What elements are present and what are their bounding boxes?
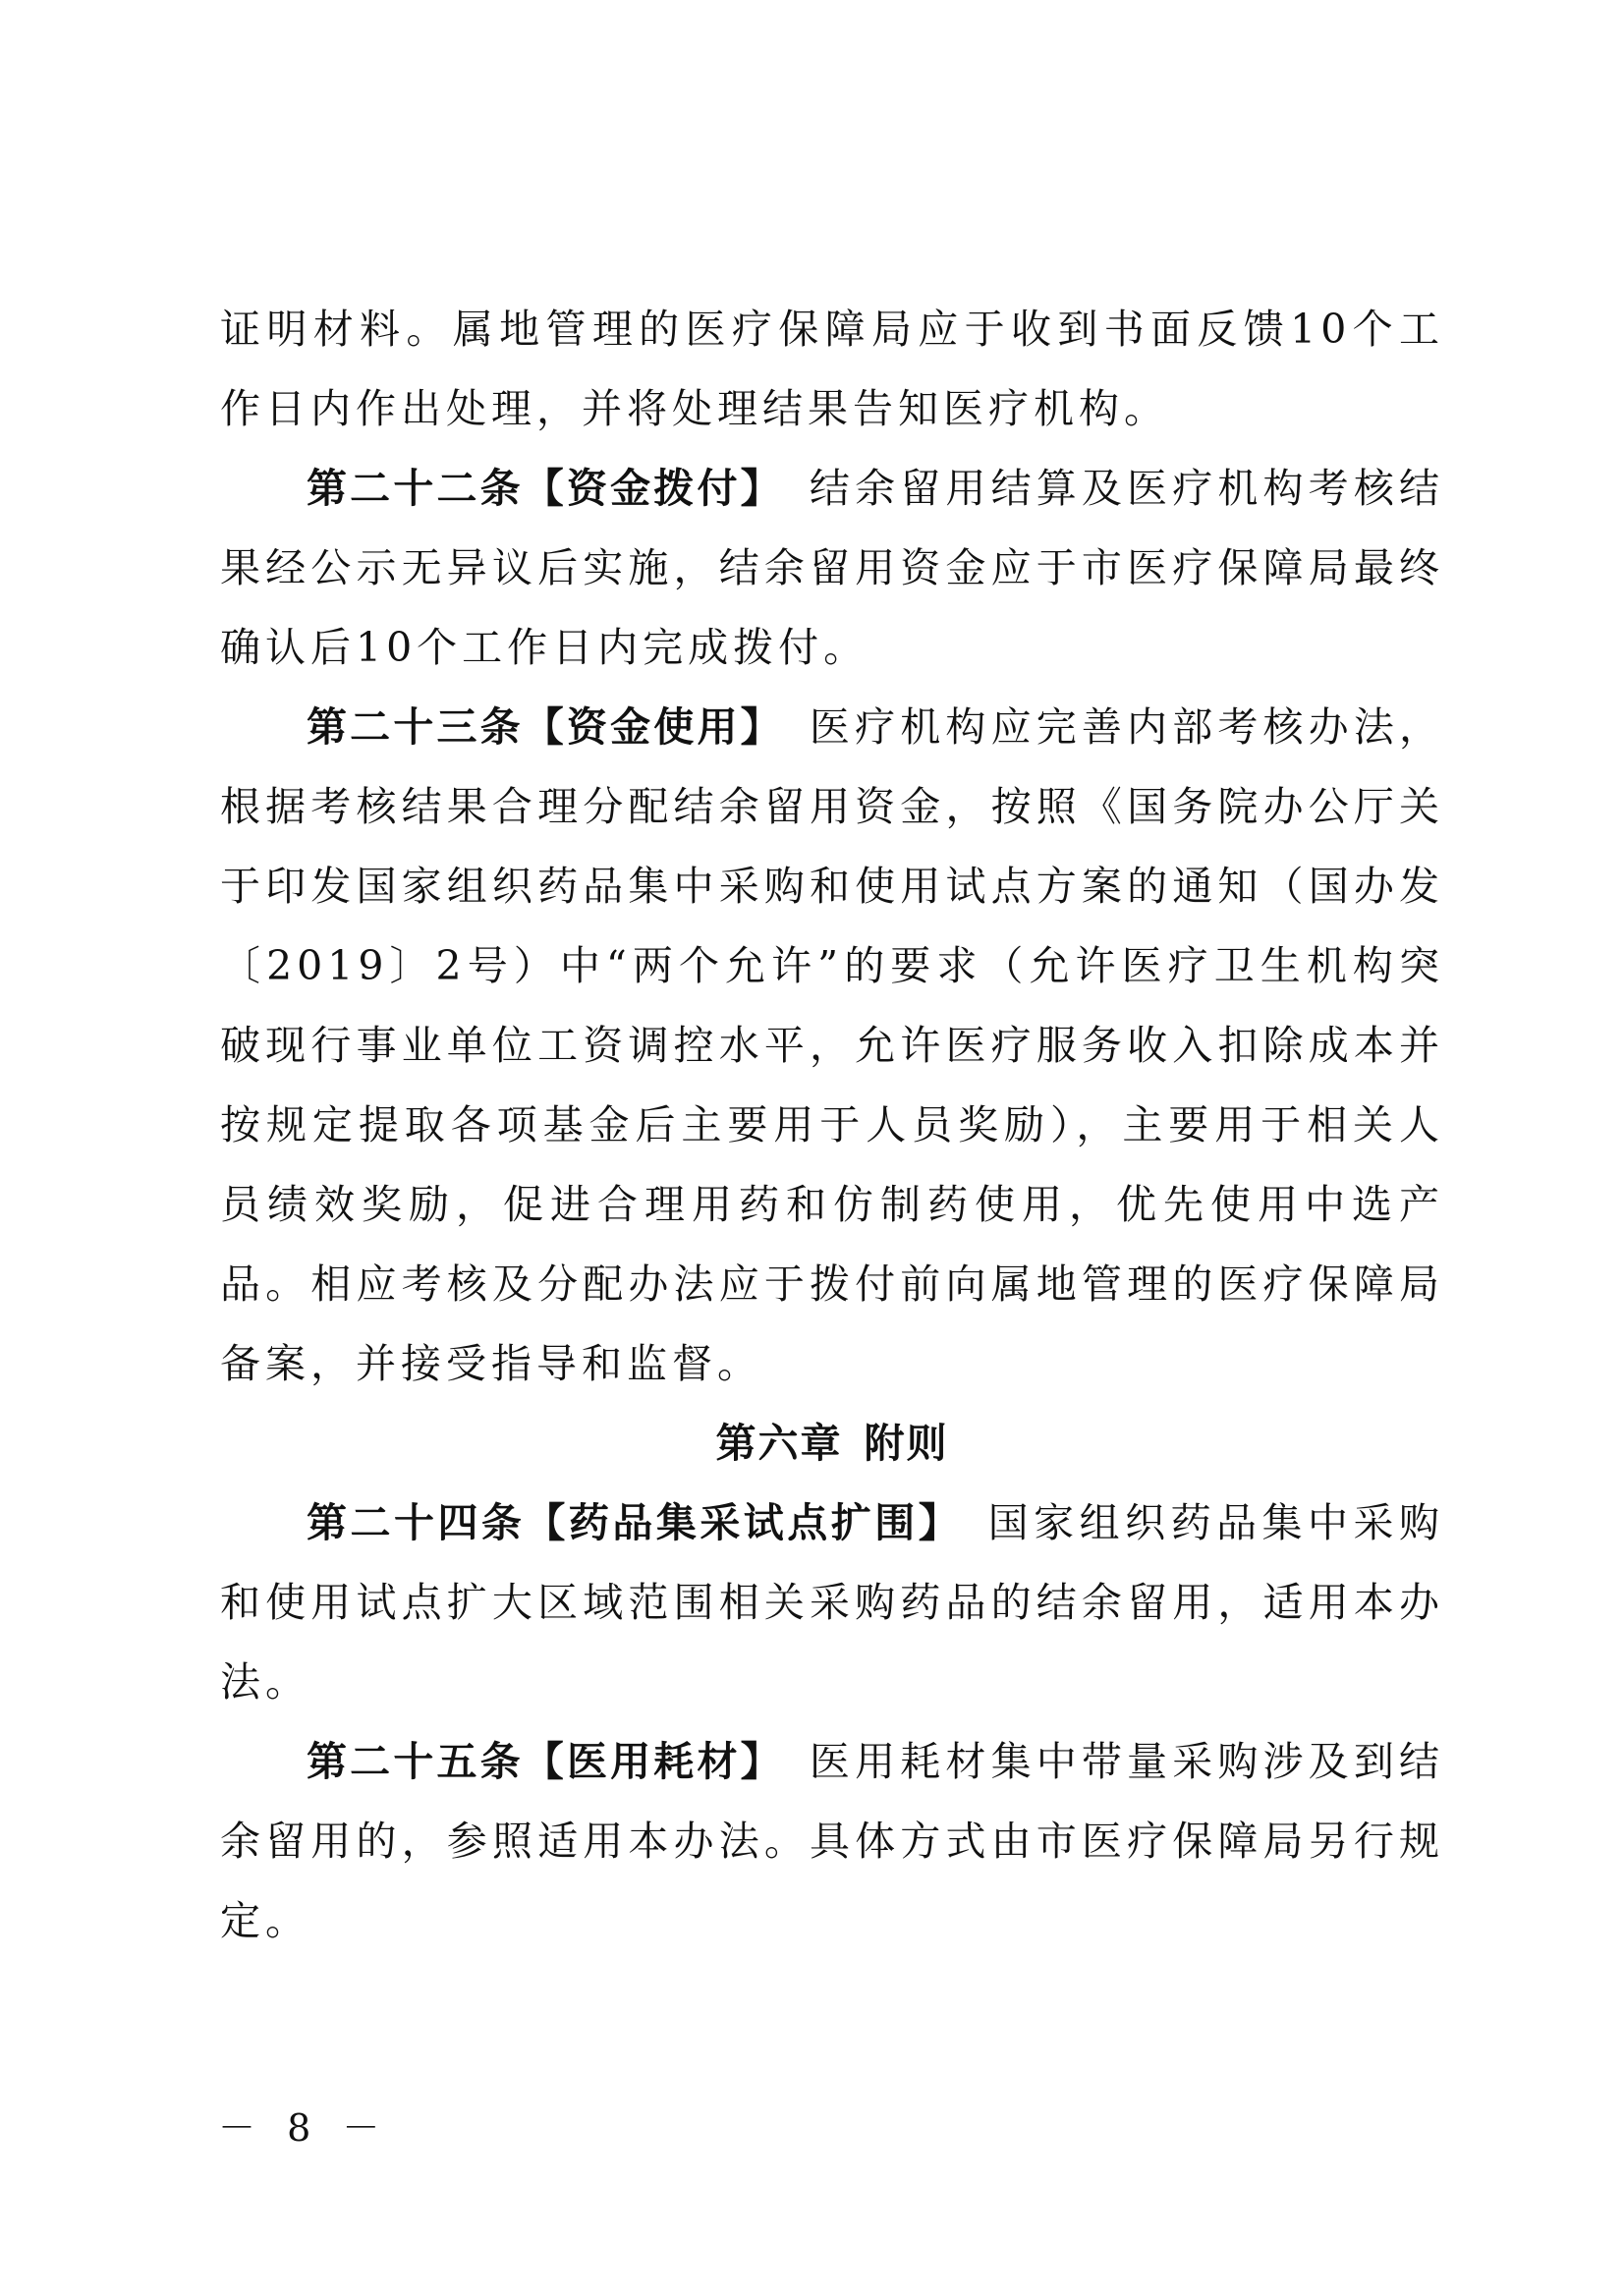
article-22-body: 结余留用结算及医疗机构考核结果经公示无异议后实施，结余留用资金应于市医疗保障局最终确认后10个工作日内完成拨付。 — [220, 465, 1445, 671]
article-25-body: 医用耗材集中带量采购涉及到结余留用的，参照适用本办法。具体方式由市医疗保障局另行规定。 — [220, 1738, 1445, 1944]
body-text — [220, 290, 1444, 1961]
article-23 — [220, 688, 1444, 1404]
continuation-paragraph: 证明材料。属地管理的医疗保障局应于收到书面反馈10个工作日内作出处理，并将处理结果告知医疗机构。 — [220, 306, 1444, 432]
article-22-heading: 第二十二条【资金拨付】 — [307, 465, 784, 512]
article-23-heading: 第二十三条【资金使用】 — [307, 703, 784, 751]
article-23-body: 医疗机构应完善内部考核办法，根据考核结果合理分配结余留用资金，按照《国务院办公厅关于印发国家组织药品集中采购和使用试点方案的通知（国办发〔2019〕2号）中“两个允许”的要求（允许医疗卫生机构突破现行事业单位工资调控水平，允许医疗服务收入扣除成本并按规定提取各项基金后主要用于人员奖励），主要用于相关人员绩效奖励，促进合理用药和仿制药使用，优先使用中选产品。相应考核及分配办法应于拨付前向属地管理的医疗保障局备案，并接受指导和监督。 — [220, 703, 1445, 1387]
article-24-body: 国家组织药品集中采购和使用试点扩大区域范围相关采购药品的结余留用，适用本办法。 — [220, 1499, 1445, 1706]
article-24 — [220, 1483, 1444, 1722]
article-24-heading: 第二十四条【药品集采试点扩围】 — [307, 1499, 963, 1546]
chapter-number: 第六章 — [715, 1420, 843, 1467]
article-25 — [220, 1722, 1444, 1961]
article-22 — [220, 449, 1444, 688]
chapter-title: 附则 — [864, 1420, 949, 1467]
chapter-heading — [220, 1404, 1444, 1483]
page-number: － 8 － — [218, 2106, 390, 2150]
article-25-heading: 第二十五条【医用耗材】 — [307, 1738, 784, 1785]
